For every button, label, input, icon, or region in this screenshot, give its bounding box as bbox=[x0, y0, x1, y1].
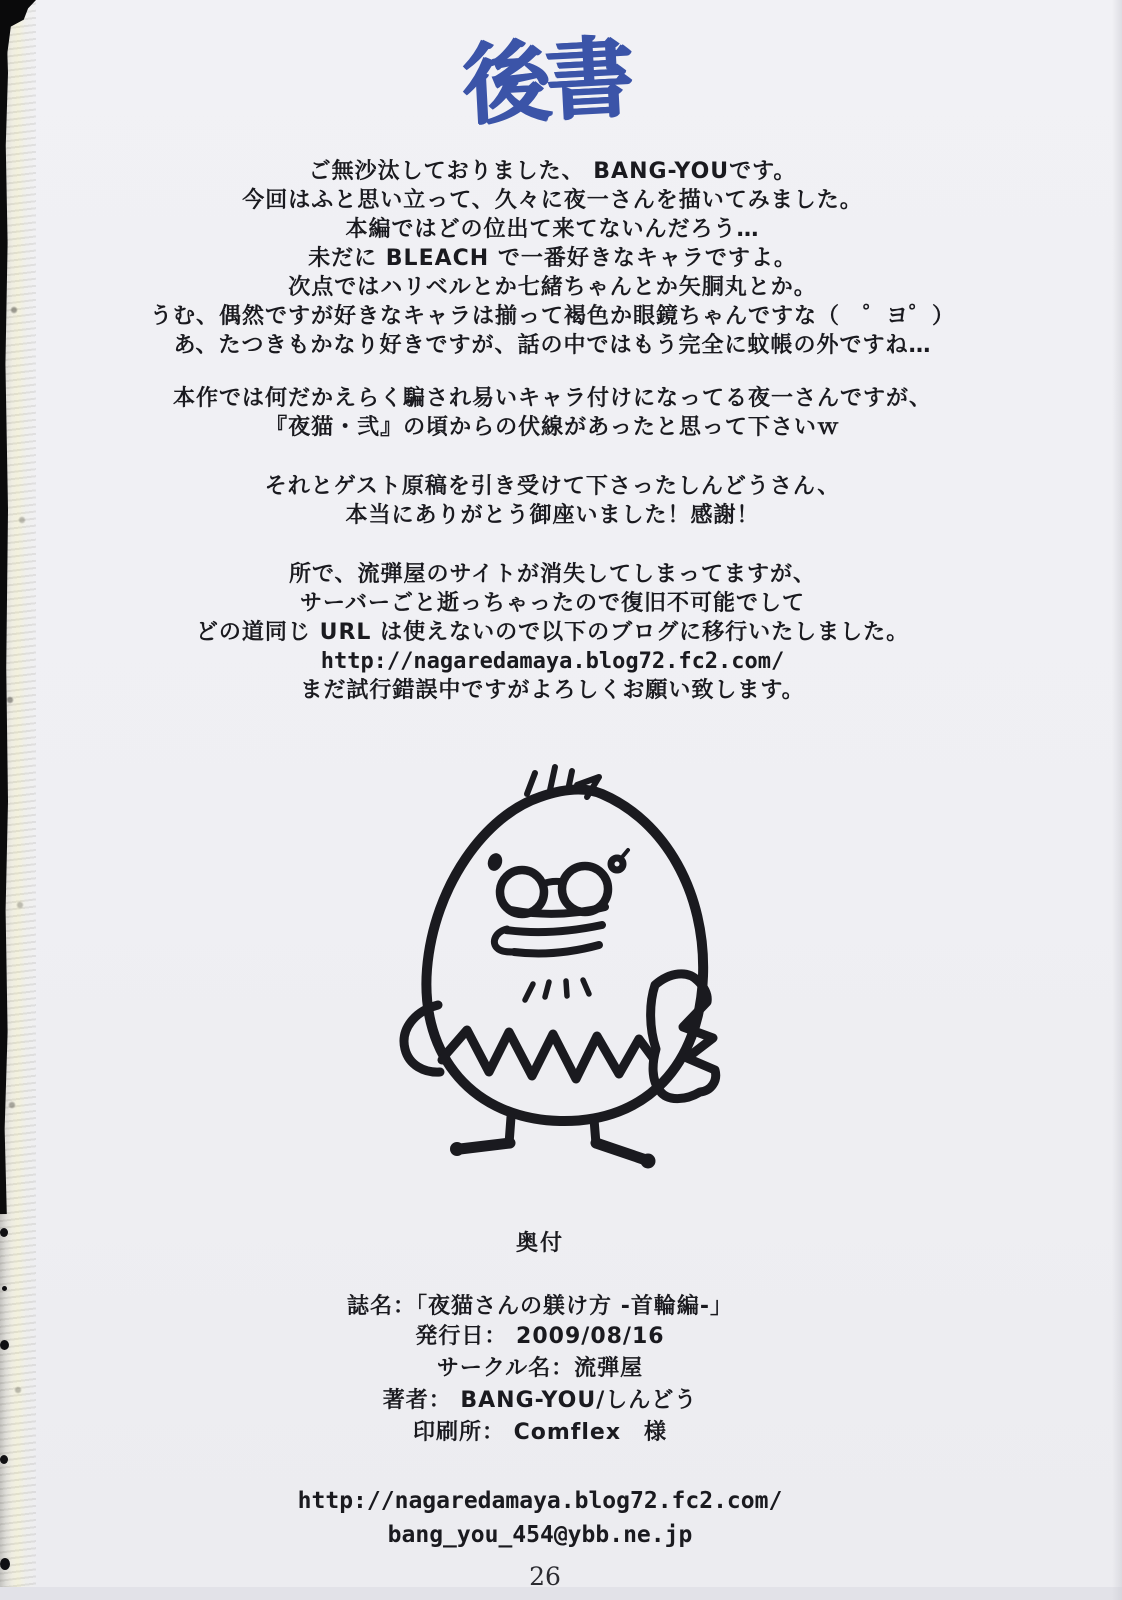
afterword-line: 未だに BLEACH で一番好きなキャラですよ。 bbox=[308, 246, 797, 271]
colophon-circle-name: サークル名：流弾屋 bbox=[436, 1356, 644, 1381]
page-title: 後書 bbox=[459, 24, 631, 138]
colophon-publish-date: 発行日： 2009/08/16 bbox=[415, 1324, 665, 1349]
colophon-printer: 印刷所： Comflex 様 bbox=[412, 1420, 668, 1445]
afterword-line: それとゲスト原稿を引き受けて下さったしんどうさん、 bbox=[264, 474, 841, 499]
afterword-paragraph bbox=[30, 472, 1075, 530]
scan-speck bbox=[0, 1455, 8, 1464]
email-text: bang_you_454@ybb.ne.jp bbox=[387, 1522, 693, 1548]
colophon-authors: 著者： BANG-YOU/しんどう bbox=[382, 1388, 698, 1413]
colophon-heading: 奥付 bbox=[515, 1231, 564, 1256]
afterword-line: 『夜猫・弐』の頃からの伏線があったと思って下さいｗ bbox=[265, 415, 840, 440]
afterword-line: どの道同じ URL は使えないので以下のブログに移行いたしました。 bbox=[195, 620, 910, 645]
chick-doodle-drawing bbox=[390, 753, 762, 1177]
afterword-line: ご無沙汰しておりました、 BANG-YOUです。 bbox=[308, 159, 797, 184]
afterword-line: 本編ではどの位出て来てないんだろう… bbox=[345, 217, 760, 242]
afterword-line: 本作では何だかえらく騙され易いキャラ付けになってる夜一さんですが、 bbox=[172, 386, 932, 411]
afterword-line: サーバーごと逝っちゃったので復旧不可能でして bbox=[300, 591, 805, 616]
blog-url-text: http://nagaredamaya.blog72.fc2.com/ bbox=[320, 649, 785, 674]
scan-right-shade bbox=[1112, 0, 1122, 1600]
afterword-line: 次点ではハリベルとか七緒ちゃんとか矢胴丸とか。 bbox=[288, 275, 817, 300]
afterword-paragraph bbox=[30, 384, 1075, 442]
page-number: 26 bbox=[529, 1562, 561, 1591]
afterword-line: 今回はふと思い立って、久々に夜一さんを描いてみました。 bbox=[242, 188, 863, 213]
afterword-line: 本当にありがとう御座いました！感謝！ bbox=[345, 503, 760, 528]
site-url-text: http://nagaredamaya.blog72.fc2.com/ bbox=[297, 1488, 783, 1514]
afterword-paragraph bbox=[30, 560, 1075, 705]
contact-block bbox=[0, 1486, 1080, 1550]
afterword-text bbox=[30, 157, 1075, 705]
colophon bbox=[0, 1231, 1080, 1449]
colophon-book-title: 誌名：「夜猫さんの躾け方 -首輪編-」 bbox=[347, 1294, 733, 1319]
afterword-line: あ、たつきもかなり好きですが、話の中ではもう完全に蚊帳の外ですね… bbox=[173, 333, 932, 358]
afterword-line: うむ、偶然ですが好きなキャラは揃って褐色か眼鏡ちゃんですな（ ゜ヨ゜） bbox=[149, 304, 955, 329]
colophon-lines bbox=[0, 1293, 1080, 1449]
afterword-paragraph bbox=[30, 157, 1075, 360]
afterword-line: 所で、流弾屋のサイトが消失してしまってますが、 bbox=[288, 562, 817, 587]
afterword-line: まだ試行錯誤中ですがよろしくお願い致します。 bbox=[300, 678, 805, 703]
